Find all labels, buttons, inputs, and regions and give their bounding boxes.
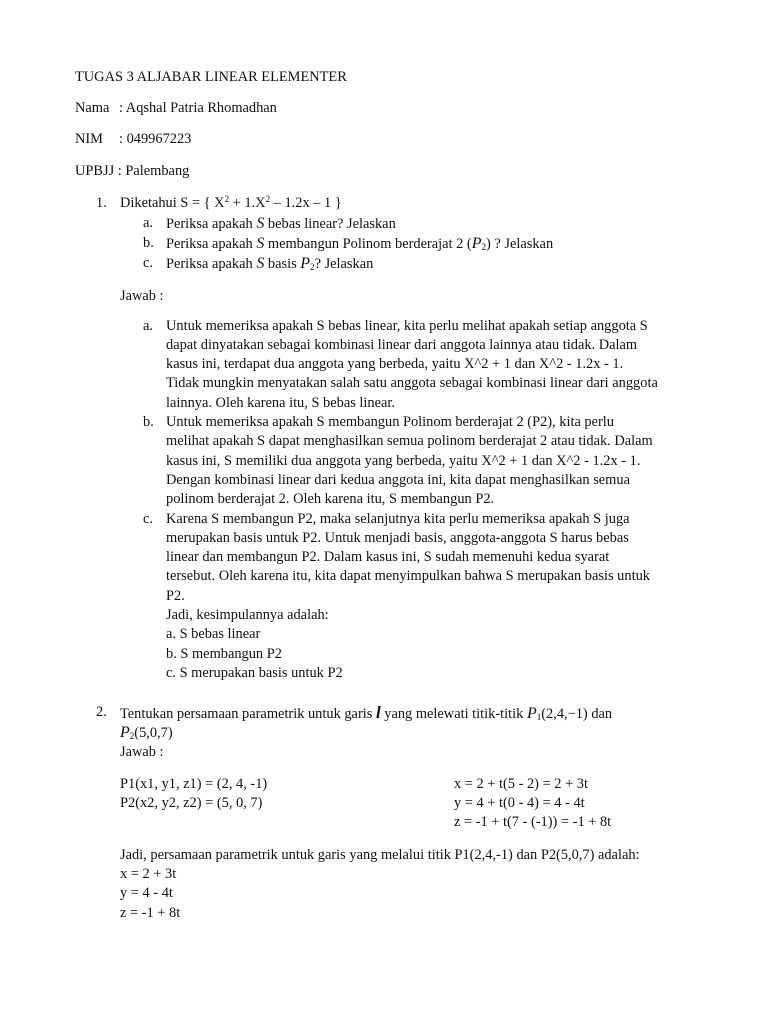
- q2-right-line: y = 4 + t(0 - 4) = 4 - 4t: [454, 795, 585, 811]
- q2-stem-cont: $P_2(5,0,7)$: [120, 724, 173, 741]
- q1-item-letter: a.: [143, 215, 153, 231]
- nim-label: NIM: [75, 131, 103, 147]
- answer-a-line: dapat dinyatakan sebagai kombinasi linear dari anggota lainnya atau tidak. Dalam: [166, 337, 638, 353]
- answer-c-line: tersebut. Oleh karena itu, kita dapat menyimpulkan bahwa S merupakan basis untuk: [166, 568, 650, 584]
- q2-right-line: x = 2 + t(5 - 2) = 2 + 3t: [454, 776, 588, 792]
- answer-letter: c.: [143, 511, 153, 527]
- upbjj-line: UPBJJ : Palembang: [75, 163, 190, 179]
- answer-c-line: b. S membangun P2: [166, 646, 282, 662]
- answer-c-line: Jadi, kesimpulannya adalah:: [166, 607, 329, 623]
- document-title: TUGAS 3 ALJABAR LINEAR ELEMENTER: [75, 69, 347, 85]
- answer-c-line: linear dan membangun P2. Dalam kasus ini, S sudah memenuhi kedua syarat: [166, 549, 610, 565]
- name-value: : Aqshal Patria Rhomadhan: [119, 100, 277, 116]
- q2-number: 2.: [96, 704, 107, 720]
- q2-left-line: P1(x1, y1, z1) = (2, 4, -1): [120, 776, 268, 792]
- q2-conclusion-line: y = 4 - 4t: [120, 885, 173, 901]
- answer-c-line: Karena S membangun P2, maka selanjutnya kita perlu memeriksa apakah S juga: [166, 511, 630, 527]
- q1-jawab: Jawab :: [120, 288, 164, 304]
- q2-conclusion-line: z = -1 + 8t: [120, 905, 181, 921]
- answer-a-line: Tidak mungkin menyatakan salah satu anggota sebagai kombinasi linear dari anggota: [166, 375, 658, 391]
- name-label: Nama: [75, 100, 110, 116]
- q1-item-c: Periksa apakah S basis $P_2$? Jelaskan: [166, 255, 374, 272]
- q1-item-a: Periksa apakah S bebas linear? Jelaskan: [166, 215, 396, 232]
- q2-conclusion-line: x = 2 + 3t: [120, 866, 177, 882]
- q2-stem: Tentukan persamaan parametrik untuk garis l yang melewati titik-titik $P_1(2,4,-1)$ dan: [120, 703, 613, 722]
- q1-item-letter: b.: [143, 235, 154, 251]
- answer-c-line: merupakan basis untuk P2. Untuk menjadi basis, anggota-anggota S harus bebas: [166, 530, 629, 546]
- answer-b-line: Untuk memeriksa apakah S membangun Polinom berderajat 2 (P2), kita perlu: [166, 414, 614, 430]
- answer-a-line: Untuk memeriksa apakah S bebas linear, kita perlu melihat apakah setiap anggota S: [166, 318, 648, 334]
- q2-right-line: z = -1 + t(7 - (-1)) = -1 + 8t: [454, 814, 612, 830]
- answer-b-line: melihat apakah S dapat menghasilkan semua polinom berderajat 2 atau tidak. Dalam: [166, 433, 653, 449]
- answer-b-line: kasus ini, S memiliki dua anggota yang berbeda, yaitu X^2 + 1 dan X^2 - 1.2x - 1.: [166, 453, 641, 469]
- answer-c-line: c. S merupakan basis untuk P2: [166, 665, 343, 681]
- q1-number: 1.: [96, 195, 107, 211]
- q1-item-letter: c.: [143, 255, 153, 271]
- q2-left-line: P2(x2, y2, z2) = (5, 0, 7): [120, 795, 263, 811]
- answer-c-line: a. S bebas linear: [166, 626, 261, 642]
- answer-letter: a.: [143, 318, 153, 334]
- answer-a-line: kasus ini, terdapat dua anggota yang berbeda, yaitu X^2 + 1 dan X^2 - 1.2x - 1.: [166, 356, 624, 372]
- answer-letter: b.: [143, 414, 154, 430]
- q2-jawab: Jawab :: [120, 744, 164, 760]
- nim-value: : 049967223: [119, 131, 192, 147]
- answer-c-line: P2.: [166, 588, 185, 604]
- q1-item-b: Periksa apakah S membangun Polinom berderajat 2 $(P_2)$ ? Jelaskan: [166, 235, 554, 252]
- answer-a-line: lainnya. Oleh karena itu, S bebas linear.: [166, 395, 395, 411]
- answer-b-line: Dengan kombinasi linear dari kedua anggota ini, kita dapat menghasilkan semua: [166, 472, 630, 488]
- answer-b-line: polinom berderajat 2. Oleh karena itu, S membangun P2.: [166, 491, 495, 507]
- q1-stem: Diketahui S = { $X^2 + 1.X^2 - 1.2x - 1$ }: [120, 194, 342, 211]
- q2-conclusion-line: Jadi, persamaan parametrik untuk garis yang melalui titik P1(2,4,-1) dan P2(5,0,7) adalah:: [120, 847, 640, 863]
